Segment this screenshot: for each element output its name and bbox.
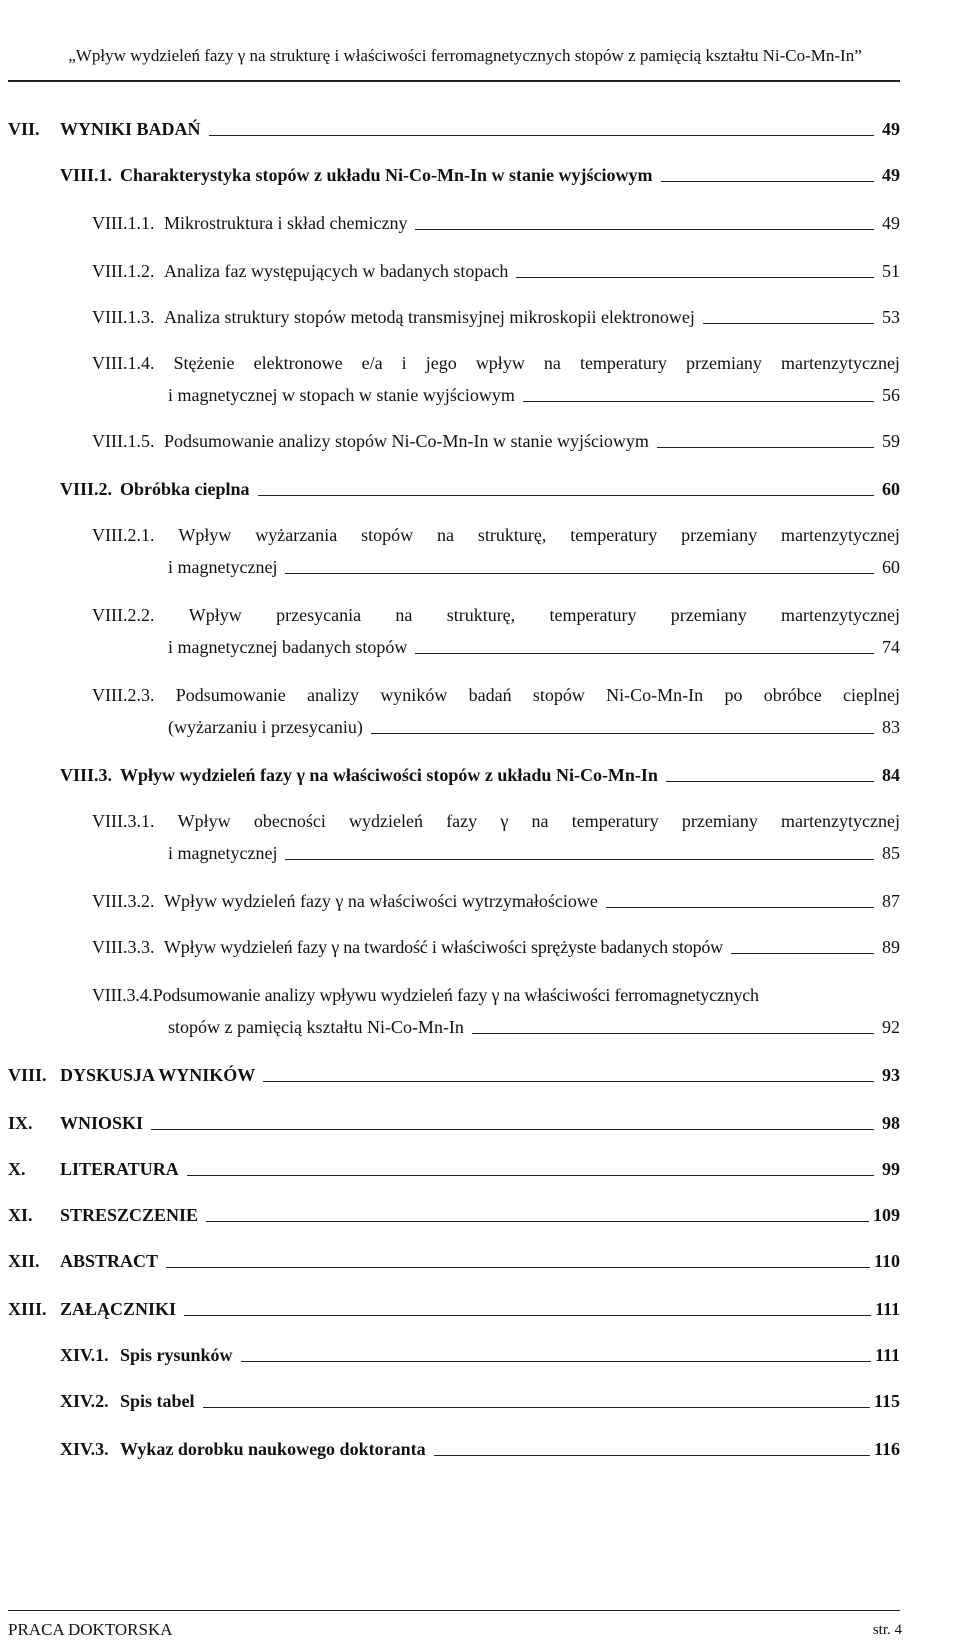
toc-leader (606, 907, 874, 908)
toc-number: XII. (8, 1251, 40, 1271)
toc-word: strukturę, (477, 525, 547, 545)
page-number: str. 4 (872, 1622, 902, 1638)
toc-word: przemiany (681, 811, 758, 831)
toc-word: Podsumowanie (175, 685, 286, 705)
toc-entry-viii-2-2-line2[interactable] (168, 636, 900, 658)
toc-word: obróbce (763, 685, 822, 705)
toc-word: stopów (361, 525, 414, 545)
toc-word: temperatury (579, 353, 667, 373)
toc-number: VIII.1.4. (92, 353, 155, 373)
toc-word: temperatury (571, 811, 659, 831)
toc-leader (516, 277, 874, 278)
toc-entry-viii-1-4-line1[interactable] (92, 352, 900, 374)
toc-title: Wpływ wydzieleń fazy γ na właściwości wytrzymałościowe (164, 891, 598, 911)
toc-leader (203, 1407, 870, 1408)
toc-leader (472, 1033, 874, 1034)
toc-leader (285, 573, 874, 574)
toc-title: Spis tabel (120, 1391, 195, 1411)
toc-number: VIII.2.3. (92, 685, 155, 705)
footer-title: PRACA DOKTORSKA (8, 1620, 173, 1639)
footer-rule (8, 1610, 900, 1611)
toc-page: 111 (874, 1345, 900, 1365)
toc-leader (241, 1361, 871, 1362)
toc-word: strukturę, (446, 605, 516, 625)
toc-leader (657, 447, 874, 448)
toc-page: 89 (882, 937, 900, 957)
toc-entry-viii-1-5[interactable] (92, 430, 900, 452)
toc-leader (666, 781, 874, 782)
toc-word: cieplnej (842, 685, 900, 705)
toc-title: stopów z pamięcią kształtu Ni-Co-Mn-In (168, 1017, 464, 1037)
toc-leader (206, 1221, 869, 1222)
toc-word: wyników (380, 685, 448, 705)
toc-word: martenzytycznej (781, 525, 900, 545)
toc-word: wydzieleń (349, 811, 423, 831)
toc-page: 53 (882, 307, 900, 327)
toc-title: Analiza struktury stopów metodą transmisyjnej mikroskopii elektronowej (164, 307, 695, 327)
toc-title: ZAŁĄCZNIKI (60, 1299, 177, 1319)
toc-number: VIII.2.2. (92, 605, 155, 625)
toc-leader (415, 229, 874, 230)
toc-leader (258, 495, 874, 496)
toc-title: Wpływ wydzieleń fazy γ na twardość i właściwości sprężyste badanych stopów (164, 937, 723, 957)
toc-entry-viii-1-4-line2[interactable] (168, 384, 900, 406)
toc-page: 85 (882, 843, 900, 863)
header-rule (8, 80, 900, 82)
toc-word: elektronowe (253, 353, 343, 373)
toc-entry-viii-3[interactable] (60, 764, 900, 786)
toc-leader (263, 1081, 874, 1082)
toc-title: Analiza faz występujących w badanych stopach (164, 261, 509, 281)
toc-entry-xiv-3[interactable] (60, 1438, 900, 1460)
toc-number: XIII. (8, 1299, 47, 1319)
toc-word: stopów (532, 685, 585, 705)
toc-entry-viii-3-2[interactable] (92, 890, 900, 912)
toc-title: (wyżarzaniu i przesycaniu) (168, 717, 363, 737)
toc-title: i magnetycznej w stopach w stanie wyjściowym (168, 385, 515, 405)
toc-page: 111 (874, 1299, 900, 1319)
toc-number: VIII.1.5. (92, 431, 155, 451)
toc-number: VIII.3.3. (92, 937, 155, 957)
toc-number: IX. (8, 1113, 33, 1133)
toc-entry-viii-2-2-line1[interactable] (92, 604, 900, 626)
toc-word: na (437, 525, 455, 545)
toc-page: 116 (873, 1439, 900, 1459)
toc-word: jego (425, 353, 457, 373)
toc-title: i magnetycznej (168, 843, 278, 863)
toc-title: LITERATURA (60, 1159, 179, 1179)
toc-word: wyżarzania (255, 525, 338, 545)
toc-number: VIII.1.3. (92, 307, 155, 327)
toc-leader (731, 953, 874, 954)
toc-entry-viii-2-1-line2[interactable] (168, 556, 900, 578)
toc-leader (661, 181, 874, 182)
toc-word: e/a (361, 353, 383, 373)
toc-word: przesycania (276, 605, 362, 625)
toc-page: 56 (882, 385, 900, 405)
toc-title: i magnetycznej (168, 557, 278, 577)
toc-number: VIII.3.2. (92, 891, 155, 911)
toc-page: 59 (882, 431, 900, 451)
toc-title: ABSTRACT (60, 1251, 159, 1271)
toc-number: VIII.1.2. (92, 261, 155, 281)
toc-page: 84 (882, 765, 900, 785)
toc-entry-xiv-2[interactable] (60, 1390, 900, 1412)
toc-page: 110 (873, 1251, 900, 1271)
toc-word: badań (468, 685, 512, 705)
toc-entry-x[interactable] (8, 1158, 900, 1180)
toc-entry-xi[interactable] (8, 1204, 900, 1226)
toc-title: Wykaz dorobku naukowego doktoranta (120, 1439, 426, 1459)
running-header: „Wpływ wydzieleń fazy γ na strukturę i właściwości ferromagnetycznych stopów z pamięcią kształtu Ni-Co-Mn-In” (68, 46, 862, 65)
toc-word: wpływ (475, 353, 525, 373)
toc-number: VIII.3.1. (92, 811, 155, 831)
toc-entry-viii-2-1-line1[interactable] (92, 524, 900, 546)
toc-title: i magnetycznej badanych stopów (168, 637, 408, 657)
toc-word: przemiany (685, 353, 762, 373)
toc-title: WYNIKI BADAŃ (60, 119, 201, 139)
toc-title: STRESZCZENIE (60, 1205, 199, 1225)
toc-entry-viii-1-1[interactable] (92, 212, 900, 234)
toc-word: przemiany (670, 605, 747, 625)
toc-word: temperatury (549, 605, 637, 625)
toc-entry-viii-3-1-line1[interactable] (92, 810, 900, 832)
toc-title: Obróbka cieplna (120, 479, 250, 499)
toc-leader (434, 1455, 870, 1456)
toc-word: na (531, 811, 549, 831)
toc-entry-viii-3-3[interactable] (92, 936, 900, 958)
toc-title: WNIOSKI (60, 1113, 144, 1133)
toc-entry-viii-3-1-line2[interactable] (168, 842, 900, 864)
toc-page: 60 (882, 479, 900, 499)
toc-word: po (724, 685, 743, 705)
toc-entry-viii-2-3-line1[interactable] (92, 684, 900, 706)
toc-page: 115 (873, 1391, 900, 1411)
toc-entry-viii-1-3[interactable] (92, 306, 900, 328)
toc-number: XI. (8, 1205, 33, 1225)
toc-entry-viii[interactable] (8, 1064, 900, 1086)
toc-entry-ix[interactable] (8, 1112, 900, 1134)
toc-page: 98 (882, 1113, 900, 1133)
toc-page: 87 (882, 891, 900, 911)
toc-page: 92 (882, 1017, 900, 1037)
toc-word: martenzytycznej (781, 605, 900, 625)
toc-title: Podsumowanie analizy stopów Ni-Co-Mn-In w stanie wyjściowym (164, 431, 649, 451)
toc-word: martenzytycznej (781, 811, 900, 831)
toc-title: Mikrostruktura i skład chemiczny (164, 213, 408, 233)
toc-number: VIII.2.1. (92, 525, 155, 545)
toc-page: 60 (882, 557, 900, 577)
toc-leader (209, 135, 874, 136)
toc-entry-viii-1-2[interactable] (92, 260, 900, 282)
toc-word: γ (500, 811, 509, 831)
toc-entry-xiii[interactable] (8, 1298, 900, 1320)
toc-leader (184, 1315, 871, 1316)
toc-word: martenzytycznej (781, 353, 900, 373)
toc-number: X. (8, 1159, 26, 1179)
toc-title: Wpływ wydzieleń fazy γ na właściwości stopów z układu Ni-Co-Mn-In (120, 765, 658, 785)
toc-page: 49 (882, 119, 900, 139)
toc-number: XIV.3. (60, 1439, 109, 1459)
toc-leader (151, 1129, 874, 1130)
toc-word: na (543, 353, 561, 373)
toc-leader (371, 733, 874, 734)
toc-page: 74 (882, 637, 900, 657)
toc-number: XIV.2. (60, 1391, 109, 1411)
toc-page: 83 (882, 717, 900, 737)
toc-leader (285, 859, 874, 860)
toc-page: 109 (873, 1205, 900, 1225)
toc-entry-viii-2-3-line2[interactable] (168, 716, 900, 738)
toc-word: Wpływ (188, 605, 242, 625)
toc-leader (187, 1175, 874, 1176)
toc-number: VII. (8, 119, 40, 139)
toc-word: przemiany (681, 525, 758, 545)
toc-entry-xii[interactable] (8, 1250, 900, 1272)
toc-entry-viii-3-4-line1[interactable] (92, 984, 900, 1006)
toc-title: DYSKUSJA WYNIKÓW (60, 1065, 256, 1085)
toc-leader (523, 401, 874, 402)
toc-word: temperatury (570, 525, 658, 545)
toc-number: VIII. (8, 1065, 47, 1085)
toc-page: 93 (882, 1065, 900, 1085)
toc-page: 49 (882, 213, 900, 233)
toc-page: 49 (882, 165, 900, 185)
toc-word: obecności (253, 811, 326, 831)
toc-title: Spis rysunków (120, 1345, 233, 1365)
toc-title: Charakterystyka stopów z układu Ni-Co-Mn-In w stanie wyjściowym (120, 165, 653, 185)
toc-entry-xiv-1[interactable] (60, 1344, 900, 1366)
toc-page: 51 (882, 261, 900, 281)
toc-leader (415, 653, 874, 654)
toc-leader (166, 1267, 870, 1268)
toc-number: VIII.1.1. (92, 213, 155, 233)
toc-entry-viii-3-4-line2[interactable] (168, 1016, 900, 1038)
toc-entry-viii-1[interactable] (60, 164, 900, 186)
toc-number: VIII.3.4. (92, 985, 153, 1005)
toc-title-line1: Podsumowanie analizy wpływu wydzieleń fazy γ na właściwości ferromagnetycznych (152, 985, 759, 1005)
toc-entry-vii[interactable] (8, 118, 900, 140)
toc-number: VIII.2. (60, 479, 113, 499)
toc-entry-viii-2[interactable] (60, 478, 900, 500)
toc-word: i (401, 353, 407, 373)
toc-page: 99 (882, 1159, 900, 1179)
toc-word: Wpływ (177, 811, 231, 831)
toc-word: na (395, 605, 413, 625)
toc-number: XIV.1. (60, 1345, 109, 1365)
toc-word: Stężenie (173, 353, 235, 373)
toc-word: Wpływ (178, 525, 232, 545)
toc-word: analizy (307, 685, 360, 705)
toc-leader (703, 323, 874, 324)
toc-number: VIII.1. (60, 165, 113, 185)
toc-word: Ni-Co-Mn-In (606, 685, 704, 705)
toc-number: VIII.3. (60, 765, 113, 785)
toc-word: fazy (446, 811, 478, 831)
